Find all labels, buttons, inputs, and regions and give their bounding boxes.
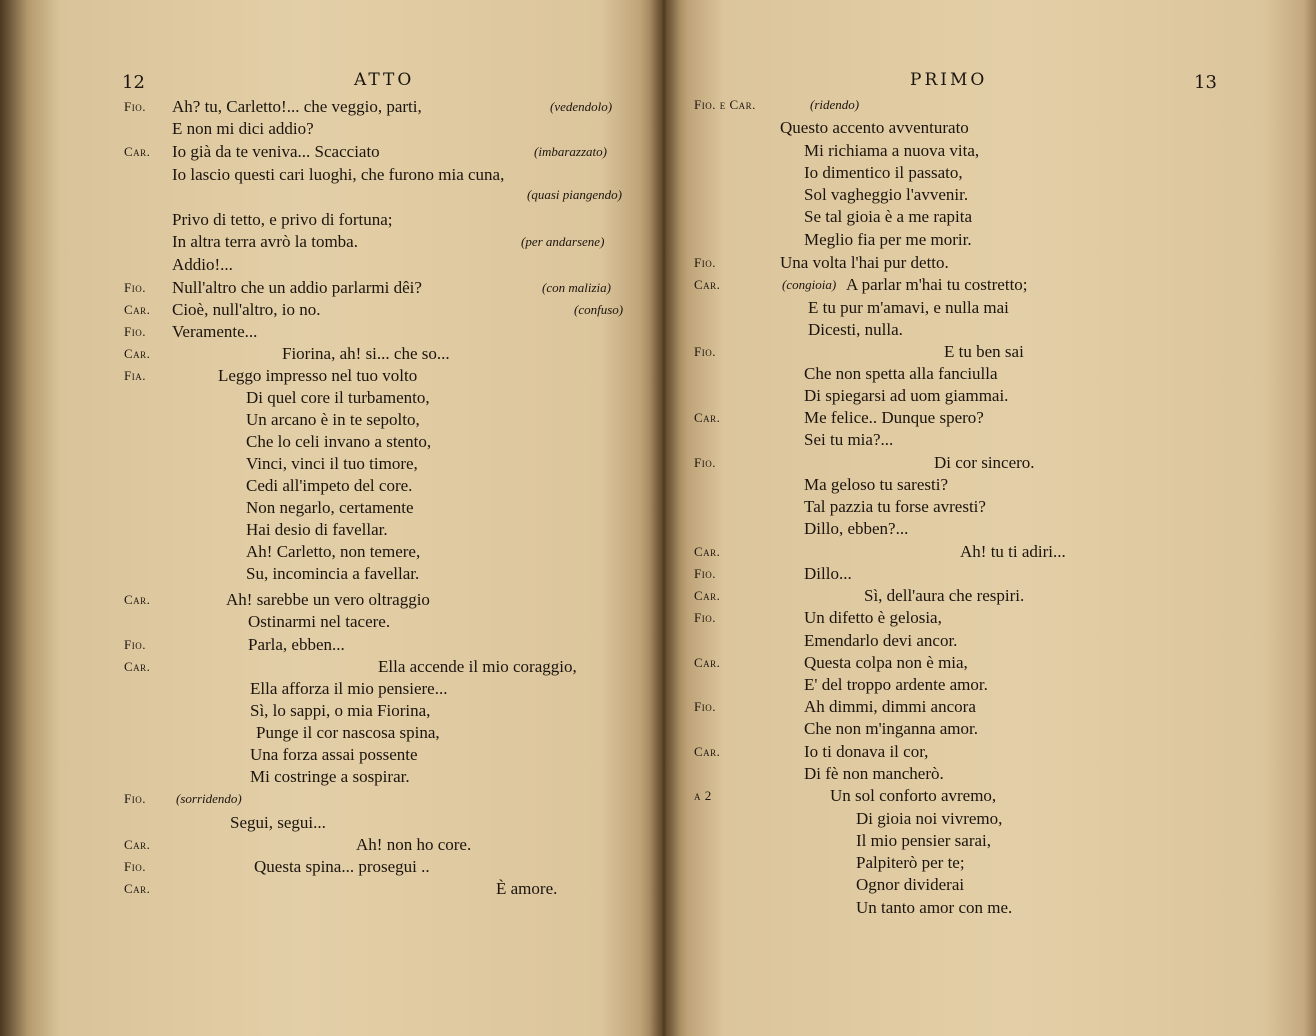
verse-line: Questa colpa non è mia, xyxy=(804,653,968,672)
speaker-name: Car. xyxy=(694,410,721,425)
verse-line: Io dimentico il passato, xyxy=(804,163,963,182)
right-page xyxy=(664,0,1316,1036)
verse-line: È amore. xyxy=(496,879,558,898)
verse-line: Ah! sarebbe un vero oltraggio xyxy=(226,590,430,609)
verse-line: Ah? tu, Carletto!... che veggio, parti, xyxy=(172,97,422,116)
stage-direction: (vedendolo) xyxy=(550,99,613,114)
speaker-name: Fio. xyxy=(124,99,146,114)
speaker-name: Fio. xyxy=(694,610,716,625)
verse-line: Ognor dividerai xyxy=(856,875,965,894)
speaker-name: Car. xyxy=(694,277,721,292)
stage-direction: (quasi piangendo) xyxy=(527,187,622,202)
verse-line: Veramente... xyxy=(172,322,258,341)
stage-direction: (sorridendo) xyxy=(176,791,242,806)
speaker-name: Car. xyxy=(694,744,721,759)
verse-line: Su, incomincia a favellar. xyxy=(246,564,420,583)
page-number: 13 xyxy=(1194,72,1217,93)
speaker-name: Fio. xyxy=(124,324,146,339)
verse-line: Dillo... xyxy=(804,564,852,583)
verse-line: Mi costringe a sospirar. xyxy=(250,767,410,786)
speaker-name: Car. xyxy=(124,592,151,607)
verse-line: Ah! non ho core. xyxy=(356,835,472,854)
speaker-name: Fio. xyxy=(124,637,146,652)
verse-line: Di gioia noi vivremo, xyxy=(856,809,1003,828)
speaker-name: Fio. xyxy=(694,344,716,359)
verse-line: Leggo impresso nel tuo volto xyxy=(218,366,418,385)
verse-line: Null'altro che un addio parlarmi dêi? xyxy=(172,278,422,297)
verse-line: Ah! tu ti adiri... xyxy=(960,542,1066,561)
verse-line: A parlar m'hai tu costretto; xyxy=(846,275,1028,294)
speaker-name: a 2 xyxy=(694,788,712,803)
verse-line: Me felice.. Dunque spero? xyxy=(804,408,984,427)
speaker-name: Car. xyxy=(124,346,151,361)
page-header: ATTO xyxy=(354,70,415,90)
verse-line: Emendarlo devi ancor. xyxy=(804,631,958,650)
verse-line: Non negarlo, certamente xyxy=(246,498,414,517)
page-header: PRIMO xyxy=(910,70,988,90)
speaker-name: Fio. xyxy=(694,566,716,581)
stage-direction: (congioia) xyxy=(782,277,837,292)
verse-line: Privo di tetto, e privo di fortuna; xyxy=(172,210,393,229)
verse-line: Di spiegarsi ad uom giammai. xyxy=(804,386,1009,405)
verse-line: Vinci, vinci il tuo timore, xyxy=(246,454,418,473)
speaker-name: Fio. xyxy=(124,791,146,806)
speaker-name: Fio. xyxy=(124,859,146,874)
verse-line: Punge il cor nascosa spina, xyxy=(256,723,440,742)
verse-line: Segui, segui... xyxy=(230,813,326,832)
verse-line: Io ti donava il cor, xyxy=(804,742,929,761)
verse-line: Di cor sincero. xyxy=(934,453,1035,472)
speaker-name: Car. xyxy=(124,837,151,852)
speaker-name: Fio. xyxy=(124,280,146,295)
verse-line: Ella accende il mio coraggio, xyxy=(378,657,577,676)
verse-line: Dillo, ebben?... xyxy=(804,519,909,538)
verse-line: E tu ben sai xyxy=(944,342,1024,361)
verse-line: Se tal gioia è a me rapita xyxy=(804,207,973,226)
verse-line: Cedi all'impeto del core. xyxy=(246,476,413,495)
speaker-name: Car. xyxy=(124,659,151,674)
verse-line: E non mi dici addio? xyxy=(172,119,314,138)
verse-line: Ostinarmi nel tacere. xyxy=(248,612,391,631)
speaker-name: Fia. xyxy=(124,368,146,383)
speaker-name: Car. xyxy=(124,881,151,896)
verse-line: Un sol conforto avremo, xyxy=(830,786,997,805)
speaker-name: Fio. e Car. xyxy=(694,97,756,112)
speaker-name: Fio. xyxy=(694,255,716,270)
verse-line: Ah! Carletto, non temere, xyxy=(246,542,421,561)
verse-line: Io lascio questi cari luoghi, che furono mia cuna, xyxy=(172,165,505,184)
verse-line: Io già da te veniva... Scacciato xyxy=(172,142,380,161)
verse-line: Ma geloso tu saresti? xyxy=(804,475,948,494)
verse-line: Che non spetta alla fanciulla xyxy=(804,364,998,383)
verse-line: Una forza assai possente xyxy=(250,745,418,764)
verse-line: Questo accento avventurato xyxy=(780,118,969,137)
speaker-name: Car. xyxy=(694,588,721,603)
verse-line: Meglio fia per me morir. xyxy=(804,230,972,249)
speaker-name: Car. xyxy=(124,144,151,159)
verse-line: Palpiterò per te; xyxy=(856,853,965,872)
verse-line: Sì, dell'aura che respiri. xyxy=(864,586,1025,605)
verse-line: E' del troppo ardente amor. xyxy=(804,675,988,694)
verse-line: Di fè non mancherò. xyxy=(804,764,944,783)
verse-line: Fiorina, ah! si... che so... xyxy=(282,344,450,363)
stage-direction: (con malizia) xyxy=(542,280,611,295)
verse-line: Una volta l'hai pur detto. xyxy=(780,253,949,272)
speaker-name: Car. xyxy=(124,302,151,317)
verse-line: Un difetto è gelosia, xyxy=(804,608,942,627)
page-number: 12 xyxy=(122,72,145,93)
stage-direction: (confuso) xyxy=(574,302,624,317)
verse-line: Questa spina... prosegui .. xyxy=(254,857,430,876)
verse-line: In altra terra avrò la tomba. xyxy=(172,232,358,251)
verse-line: Che lo celi invano a stento, xyxy=(246,432,432,451)
verse-line: Tal pazzia tu forse avresti? xyxy=(804,497,986,516)
verse-line: Di quel core il turbamento, xyxy=(246,388,430,407)
stage-direction: (per andarsene) xyxy=(521,234,605,249)
verse-line: Hai desio di favellar. xyxy=(246,520,388,539)
verse-line: Un arcano è in te sepolto, xyxy=(246,410,420,429)
verse-line: Ella afforza il mio pensiere... xyxy=(250,679,448,698)
verse-line: Il mio pensier sarai, xyxy=(856,831,992,850)
verse-line: Sol vagheggio l'avvenir. xyxy=(804,185,969,204)
verse-line: Parla, ebben... xyxy=(248,635,345,654)
speaker-name: Fio. xyxy=(694,455,716,470)
verse-line: Addio!... xyxy=(172,255,233,274)
stage-direction: (ridendo) xyxy=(810,97,860,112)
stage-direction: (imbarazzato) xyxy=(534,144,607,159)
verse-line: Dicesti, nulla. xyxy=(808,320,903,339)
verse-line: Mi richiama a nuova vita, xyxy=(804,141,980,160)
verse-line: Cioè, null'altro, io no. xyxy=(172,300,321,319)
verse-line: Ah dimmi, dimmi ancora xyxy=(804,697,976,716)
speaker-name: Car. xyxy=(694,655,721,670)
speaker-name: Fio. xyxy=(694,699,716,714)
verse-line: Sei tu mia?... xyxy=(804,430,894,449)
verse-line: E tu pur m'amavi, e nulla mai xyxy=(808,298,1009,317)
speaker-name: Car. xyxy=(694,544,721,559)
verse-line: Un tanto amor con me. xyxy=(856,898,1013,917)
verse-line: Sì, lo sappi, o mia Fiorina, xyxy=(250,701,431,720)
verse-line: Che non m'inganna amor. xyxy=(804,719,978,738)
